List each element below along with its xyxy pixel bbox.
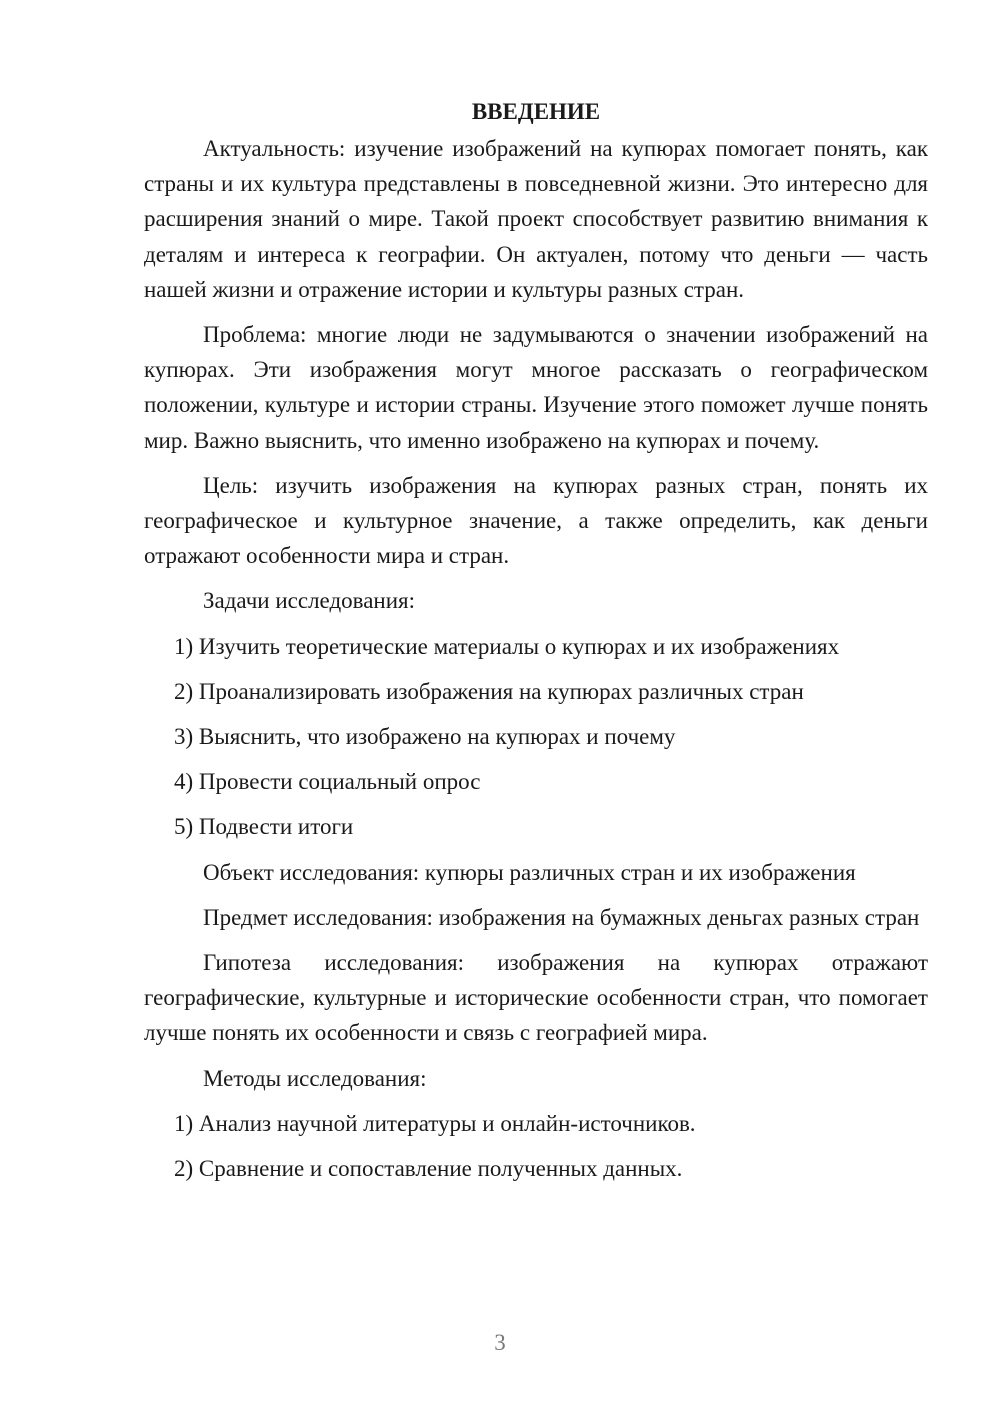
page-content <box>144 94 928 1196</box>
tasks-title: Задачи исследования: <box>203 588 416 614</box>
list-item: 2) Сравнение и сопоставление полученных данных. <box>174 1156 683 1182</box>
goal-paragraph: Цель: изучить изображения на купюрах разных стран, понять их географическое и культурное значение, а также определить, как деньги отражают особенности мира и стран. <box>144 472 928 569</box>
list-item: 1) Анализ научной литературы и онлайн-источников. <box>174 1110 696 1136</box>
page-number: 3 <box>494 1330 506 1355</box>
methods-list <box>144 1106 928 1186</box>
list-item: 2) Проанализировать изображения на купюрах различных стран <box>174 678 804 704</box>
list-item: 4) Провести социальный опрос <box>174 769 481 795</box>
relevance-paragraph: Актуальность: изучение изображений на купюрах помогает понять, как страны и их культура представлены в повседневной жизни. Это интересно для расширения знаний о мире. Такой проект способствует развитию внимания к деталям и интереса к географии. Он актуален, потому что деньги — часть нашей жизни и отражение истории и культуры разных стран. <box>144 136 928 302</box>
problem-paragraph: Проблема: многие люди не задумываются о значении изображений на купюрах. Эти изображения могут многое рассказать о географическом положении, культуре и истории страны. Изучение этого поможет лучше понять мир. Важно выяснить, что именно изображено на купюрах и почему. <box>144 322 928 453</box>
tasks-list <box>144 629 928 845</box>
list-item: 3) Выяснить, что изображено на купюрах и почему <box>174 724 676 750</box>
hypothesis-paragraph: Гипотеза исследования: изображения на купюрах отражают географические, культурные и исторические особенности стран, что помогает лучше понять их особенности и связь с географией мира. <box>144 950 928 1046</box>
methods-title: Методы исследования: <box>203 1065 427 1091</box>
object-paragraph: Объект исследования: купюры различных стран и их изображения <box>203 859 856 885</box>
section-heading: ВВЕДЕНИЕ <box>471 99 601 124</box>
list-item: 5) Подвести итоги <box>174 814 354 840</box>
list-item: 1) Изучить теоретические материалы о купюрах и их изображениях <box>174 633 840 659</box>
subject-paragraph: Предмет исследования: изображения на бумажных деньгах разных стран <box>203 904 920 930</box>
